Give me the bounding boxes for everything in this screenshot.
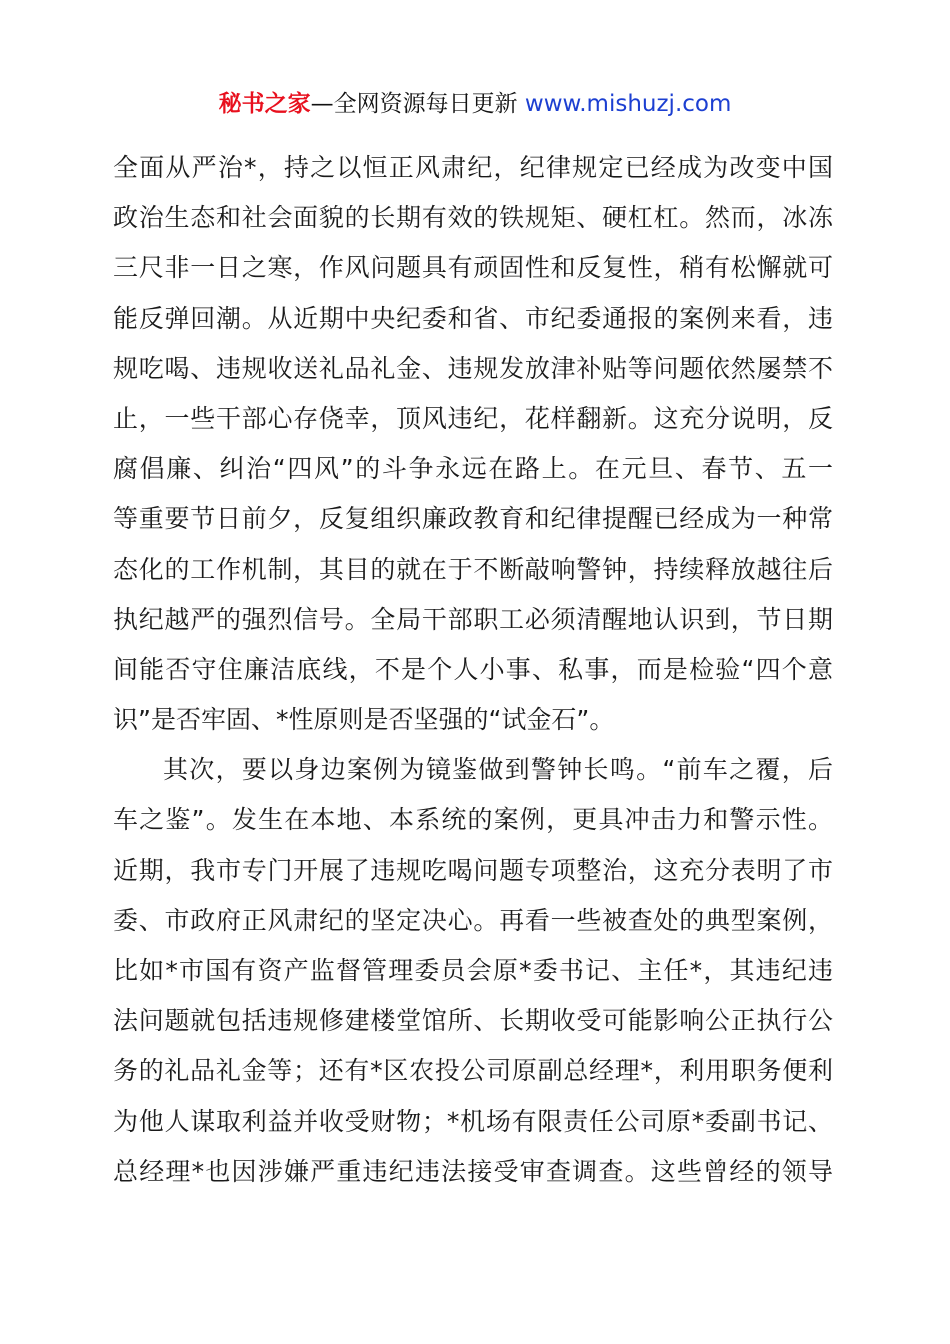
text-line: 比如*市国有资产监督管理委员会原*委书记、主任*，其违纪违 [113,956,833,985]
text-line: 委、市政府正风肃纪的坚定决心。再看一些被查处的典型案例， [113,905,833,935]
site-url-link[interactable]: www.mishuzj.com [524,91,732,117]
text-line: 车之鉴”。发生在本地、本系统的案例，更具冲击力和警示性。 [113,805,833,835]
text-line: 态化的工作机制，其目的就在于不断敲响警钟，持续释放越往后 [113,554,833,584]
text-line: 执纪越严的强烈信号。全局干部职工必须清醒地认识到，节日期 [113,604,833,634]
text-line: 规吃喝、违规收送礼品礼金、违规发放津补贴等问题依然屡禁不 [113,353,833,383]
text-line: 能反弹回潮。从近期中央纪委和省、市纪委通报的案例来看，违 [113,303,833,333]
text-line: 务的礼品礼金等；还有*区农投公司原副总经理*，利用职务便利 [113,1056,833,1086]
text-line: 三尺非一日之寒，作风问题具有顽固性和反复性，稍有松懈就可 [113,253,833,283]
site-brand: 秘书之家 [218,91,311,117]
text-line: 腐倡廉、纠治“四风”的斗争永远在路上。在元旦、春节、五一 [113,454,833,484]
page-header [0,86,950,122]
text-line: 等重要节日前夕，反复组织廉政教育和纪律提醒已经成为一种常 [113,504,833,534]
text-line: 识”是否牢固、*性原则是否坚强的“试金石”。 [113,705,615,735]
text-line: 止，一些干部心存侥幸，顶风违纪，花样翻新。这充分说明，反 [113,403,833,433]
paragraph-2 [113,747,833,1199]
paragraph-1 [113,145,833,747]
text-line: 政治生态和社会面貌的长期有效的铁规矩、硬杠杠。然而，冰冻 [113,203,833,233]
site-tagline: —全网资源每日更新 [310,91,525,117]
text-line: 间能否守住廉洁底线，不是个人小事、私事，而是检验“四个意 [113,654,833,684]
text-line: 全面从严治*，持之以恒正风肃纪，纪律规定已经成为改变中国 [113,153,833,182]
text-line: 为他人谋取利益并收受财物；*机场有限责任公司原*委副书记、 [113,1106,833,1136]
text-line: 总经理*也因涉嫌严重违纪违法接受审查调查。这些曾经的领导 [113,1156,833,1186]
document-body [113,145,833,1199]
text-line: 近期，我市专门开展了违规吃喝问题专项整治，这充分表明了市 [113,855,833,885]
text-line: 法问题就包括违规修建楼堂馆所、长期收受可能影响公正执行公 [113,1006,833,1036]
text-line: 其次，要以身边案例为镜鉴做到警钟长鸣。“前车之覆，后 [163,755,833,785]
